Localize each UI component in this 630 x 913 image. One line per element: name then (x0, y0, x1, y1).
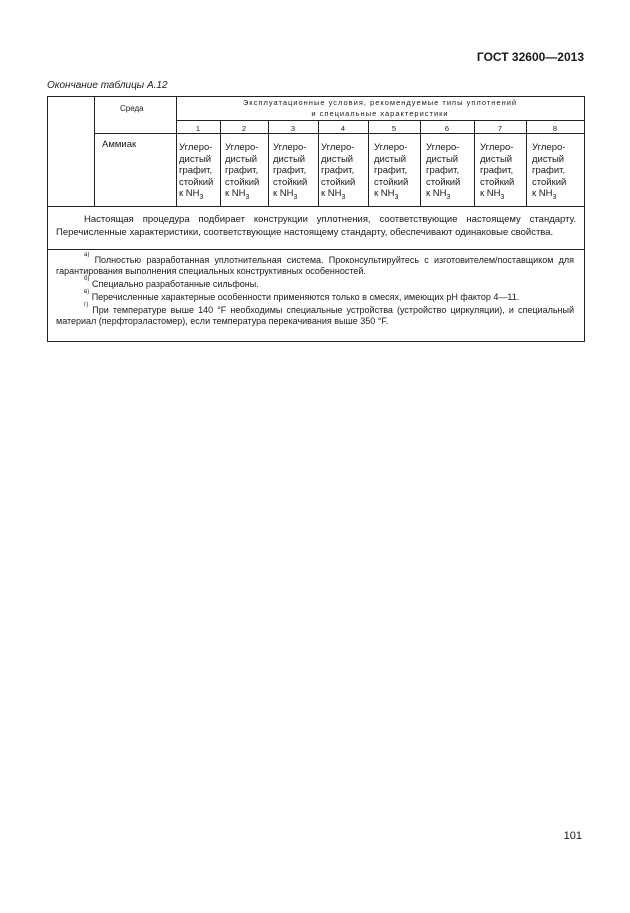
column-number: 5 (391, 124, 397, 133)
footnote-c: $^{в)}$ Перечисленные характерные особенности применяются только в смесях, имеющих pH фактор 4—11. (84, 289, 520, 302)
rule-col-2 (268, 120, 269, 206)
rule-col-1 (220, 120, 221, 206)
table-cell: Углеро- дистый графит, стойкий к $NH_3$ (480, 142, 515, 201)
requirements-table (47, 96, 585, 342)
conditions-header-line-2: и специальные характеристики (311, 109, 449, 118)
table-cell: Углеро- дистый графит, стойкий к $NH_3$ (179, 142, 214, 201)
table-note: Настоящая процедура подбирает конструкции уплотнения, соответствующие настоящему стандарту. Перечисленные характеристики, соответствующие настоящему стандарту, обеспечивают одинаковые свойства. (56, 214, 576, 238)
table-cell: Углеро- дистый графит, стойкий к $NH_3$ (426, 142, 461, 201)
column-number: 7 (497, 124, 503, 133)
table-cell: Углеро- дистый графит, стойкий к $NH_3$ (532, 142, 567, 201)
rule-row-bottom (48, 206, 584, 207)
column-number: 1 (195, 124, 201, 133)
column-number: 4 (340, 124, 346, 133)
footnote-a: $^{а)}$ Полностью разработанная уплотнительная система. Проконсультируйтесь с изготовителем/поставщиком для гарантирования выполнения специальных конструктивных особенностей. (56, 252, 574, 276)
medium-header: Среда (120, 104, 144, 113)
rule-col-5 (420, 120, 421, 206)
footnote-b: $^{б)}$ Специально разработанные сильфоны. (84, 276, 259, 289)
table-cell: Углеро- дистый графит, стойкий к $NH_3$ (374, 142, 409, 201)
page-number: 101 (563, 830, 582, 842)
footnote-d: $^{г)}$ При температуре выше 140 °F необходимы специальные устройства (устройство циркуляции), и специальный материал (перфторэластомер), если температура перекачивания выше 350 °F. (56, 302, 574, 326)
rule-col-7 (526, 120, 527, 206)
column-number: 6 (444, 124, 450, 133)
table-cell: Углеро- дистый графит, стойкий к $NH_3$ (273, 142, 308, 201)
rule-header-mid (176, 120, 584, 121)
rule-col-4 (368, 120, 369, 206)
medium-cell: Аммиак (102, 139, 137, 150)
table-cell: Углеро- дистый графит, стойкий к $NH_3$ (321, 142, 356, 201)
column-number: 8 (552, 124, 558, 133)
rule-col-3 (318, 120, 319, 206)
column-number: 2 (241, 124, 247, 133)
rule-col-6 (474, 120, 475, 206)
conditions-header-line-1: Эксплуатационные условия, рекомендуемые типы уплотнений (242, 98, 518, 107)
rule-left-column (94, 97, 95, 206)
column-number: 3 (290, 124, 296, 133)
standard-designation: ГОСТ 32600—2013 (476, 50, 584, 64)
table-caption: Окончание таблицы А.12 (47, 80, 168, 91)
table-cell: Углеро- дистый графит, стойкий к $NH_3$ (225, 142, 260, 201)
rule-note-bottom (48, 249, 584, 250)
